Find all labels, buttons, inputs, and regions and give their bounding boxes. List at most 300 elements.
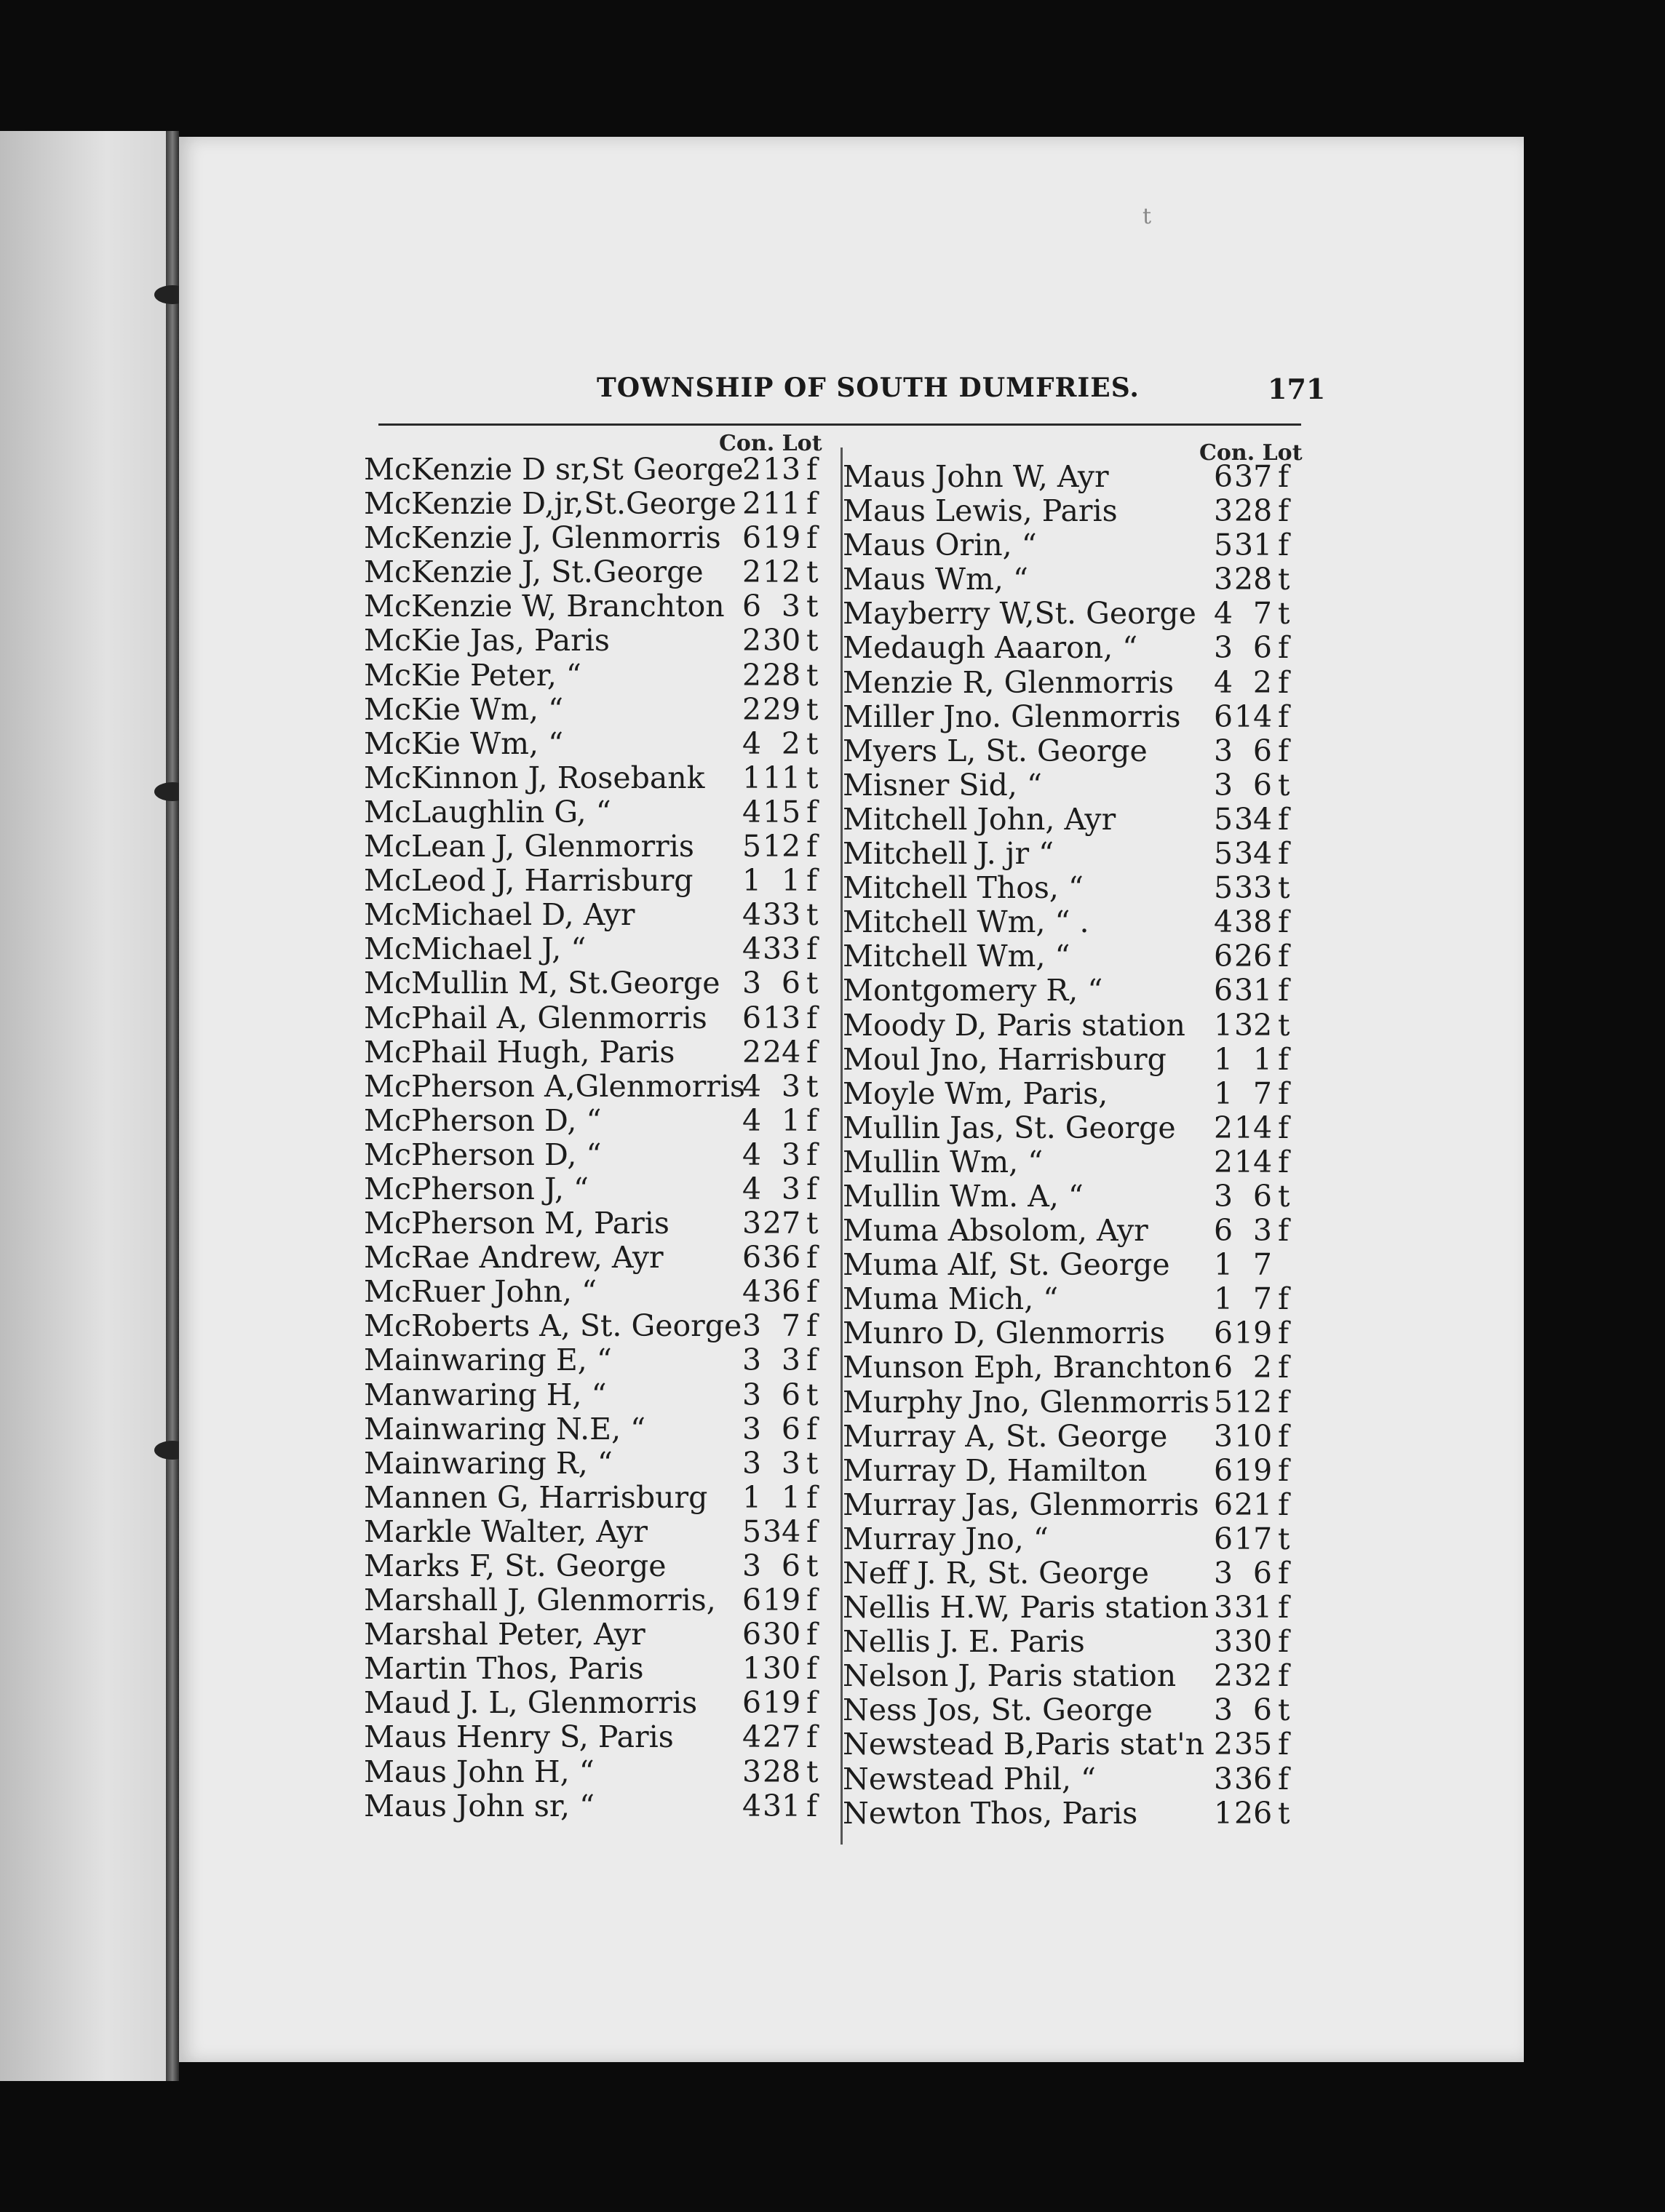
entry-concession: 1	[742, 1651, 762, 1687]
entry-concession: 4	[1214, 664, 1233, 700]
entry-name: Nelson J, Paris station	[843, 1658, 1177, 1694]
entry-concession: 5	[742, 829, 762, 864]
entry-lot: 1	[781, 1479, 800, 1515]
entry-concession: 4	[742, 897, 762, 933]
entry-lot: 19	[763, 1685, 801, 1721]
entry-tag: f	[1278, 493, 1290, 529]
entry-name: Neff J. R, St. George	[843, 1556, 1149, 1591]
entry-name: McRoberts A, St. George	[364, 1308, 742, 1344]
entry-name: McMullin M, St.George	[364, 966, 720, 1001]
entry-concession: 6	[1214, 1452, 1233, 1488]
entry-lot: 30	[763, 1617, 801, 1652]
entry-concession: 4	[742, 1719, 762, 1755]
entry-concession: 2	[742, 1034, 762, 1070]
entry-name: Mainwaring E, “	[364, 1342, 612, 1378]
entry-name: Maus John W, Ayr	[843, 459, 1109, 494]
entry-name: Newstead Phil, “	[843, 1761, 1096, 1797]
entry-lot: 31	[1234, 1590, 1273, 1626]
directory-entry	[843, 1282, 1308, 1316]
entry-lot: 29	[763, 691, 801, 727]
entry-tag: t	[806, 589, 819, 624]
entry-name: McPherson D, “	[364, 1102, 602, 1138]
entry-concession: 3	[742, 1411, 762, 1447]
entry-concession: 4	[742, 1788, 762, 1823]
entry-concession: 4	[742, 725, 762, 761]
entry-concession: 2	[1214, 1727, 1233, 1762]
entry-tag: f	[806, 1583, 818, 1618]
entry-name: Maus Lewis, Paris	[843, 493, 1118, 529]
entry-lot: 1	[781, 863, 800, 899]
entry-tag: f	[1278, 1110, 1290, 1145]
entry-lot: 3	[1252, 1213, 1272, 1249]
entry-concession: 3	[1214, 630, 1233, 666]
entry-name: Muma Absolom, Ayr	[843, 1213, 1148, 1249]
entry-name: McKenzie D,jr,St.George	[364, 486, 736, 522]
entry-lot: 6	[1252, 1178, 1272, 1214]
directory-entry	[843, 974, 1308, 1008]
entry-concession: 3	[742, 1206, 762, 1241]
directory-entry	[843, 905, 1308, 939]
right-directory-column	[843, 460, 1308, 1831]
entry-concession: 4	[742, 931, 762, 967]
entry-name: Mullin Wm. A, “	[843, 1178, 1084, 1214]
entry-concession: 4	[742, 1274, 762, 1310]
entry-name: Nellis J. E. Paris	[843, 1624, 1085, 1660]
entry-tag: f	[806, 1274, 818, 1310]
directory-entry	[843, 1316, 1308, 1350]
entry-lot: 17	[1234, 1521, 1273, 1556]
entry-lot: 7	[1252, 1075, 1272, 1111]
entry-concession: 2	[742, 657, 762, 693]
entry-name: McLaughlin G, “	[364, 794, 611, 830]
entry-name: Menzie R, Glenmorris	[843, 664, 1175, 700]
directory-entry	[364, 1515, 830, 1549]
entry-tag: t	[806, 1206, 819, 1241]
entry-name: Moody D, Paris station	[843, 1007, 1185, 1043]
directory-entry	[364, 1549, 830, 1583]
directory-entry	[843, 1797, 1308, 1831]
entry-concession: 4	[742, 1068, 762, 1104]
directory-entry	[843, 734, 1308, 768]
entry-lot: 36	[763, 1274, 801, 1310]
directory-entry	[843, 1420, 1308, 1454]
entry-tag: t	[1278, 1007, 1290, 1043]
entry-lot: 33	[763, 897, 801, 933]
entry-lot: 7	[1252, 596, 1272, 632]
entry-name: Maus John H, “	[364, 1754, 595, 1789]
directory-entry	[843, 1145, 1308, 1179]
entry-lot: 37	[1234, 459, 1273, 494]
entry-concession: 3	[1214, 1624, 1233, 1660]
entry-lot: 6	[1252, 630, 1272, 666]
directory-entry	[364, 1481, 830, 1515]
directory-entry	[843, 837, 1308, 871]
directory-entry	[843, 1762, 1308, 1797]
entry-tag: f	[1278, 1590, 1290, 1626]
entry-tag: f	[1278, 1624, 1290, 1660]
entry-name: Montgomery R, “	[843, 973, 1103, 1008]
entry-lot: 27	[763, 1206, 801, 1241]
entry-lot: 38	[1234, 904, 1273, 940]
entry-tag: f	[1278, 904, 1290, 940]
entry-name: Maus Wm, “	[843, 562, 1028, 597]
facing-page-edge	[0, 131, 178, 2081]
entry-concession: 1	[742, 1479, 762, 1515]
entry-tag: f	[1278, 1075, 1290, 1111]
entry-concession: 1	[1214, 1281, 1233, 1317]
entry-lot: 3	[781, 1068, 800, 1104]
entry-name: Medaugh Aaaron, “	[843, 630, 1138, 666]
directory-entry	[843, 700, 1308, 734]
directory-entry	[364, 932, 830, 966]
entry-tag: f	[806, 1137, 818, 1172]
directory-entry	[364, 966, 830, 1000]
directory-entry	[843, 1556, 1308, 1591]
entry-lot: 33	[763, 931, 801, 967]
entry-concession: 6	[1214, 1521, 1233, 1556]
directory-entry	[364, 1001, 830, 1035]
entry-tag: f	[806, 1685, 818, 1721]
entry-lot: 12	[763, 829, 801, 864]
entry-tag: f	[806, 1788, 818, 1823]
entry-concession: 6	[742, 1000, 762, 1035]
directory-entry	[364, 1275, 830, 1309]
entry-tag: f	[1278, 1418, 1290, 1454]
entry-tag: f	[1278, 1658, 1290, 1694]
entry-tag: f	[806, 1171, 818, 1206]
directory-entry	[364, 1652, 830, 1686]
entry-concession: 1	[1214, 1795, 1233, 1831]
entry-lot: 13	[763, 1000, 801, 1035]
entry-tag: f	[1278, 664, 1290, 700]
directory-entry	[843, 1179, 1308, 1214]
entry-lot: 33	[1234, 870, 1273, 906]
entry-name: McPhail A, Glenmorris	[364, 1000, 707, 1035]
directory-entry	[364, 830, 830, 864]
entry-lot: 6	[781, 1377, 800, 1412]
entry-lot: 19	[763, 1583, 801, 1618]
entry-concession: 2	[742, 691, 762, 727]
entry-concession: 5	[1214, 801, 1233, 837]
directory-entry	[843, 1727, 1308, 1762]
page-number: 171	[1268, 373, 1326, 405]
entry-lot: 28	[1234, 562, 1273, 597]
entry-name: McRuer John, “	[364, 1274, 597, 1310]
entry-lot: 1	[781, 1102, 800, 1138]
entry-tag: f	[1278, 1350, 1290, 1385]
entry-name: Nellis H.W, Paris station	[843, 1590, 1209, 1626]
entry-concession: 3	[1214, 562, 1233, 597]
entry-tag: t	[806, 657, 819, 693]
entry-lot: 32	[1234, 1007, 1273, 1043]
entry-lot: 19	[1234, 1452, 1273, 1488]
entry-tag: t	[1278, 1692, 1290, 1728]
directory-entry	[364, 659, 830, 693]
entry-tag: f	[806, 1411, 818, 1447]
directory-entry	[364, 1070, 830, 1104]
entry-name: McPherson D, “	[364, 1137, 602, 1172]
entry-name: Moyle Wm, Paris,	[843, 1075, 1108, 1111]
entry-concession: 3	[1214, 1692, 1233, 1728]
entry-tag: f	[1278, 1727, 1290, 1762]
entry-name: Maud J. L, Glenmorris	[364, 1685, 698, 1721]
entry-concession: 1	[1214, 1075, 1233, 1111]
entry-tag: f	[806, 1651, 818, 1687]
entry-concession: 3	[1214, 1556, 1233, 1591]
entry-lot: 30	[1234, 1624, 1273, 1660]
entry-concession: 6	[742, 1617, 762, 1652]
entry-tag: f	[1278, 733, 1290, 768]
directory-entry	[364, 1412, 830, 1447]
entry-lot: 31	[1234, 973, 1273, 1008]
entry-lot: 36	[1234, 1761, 1273, 1797]
entry-lot: 19	[763, 520, 801, 556]
entry-tag: f	[806, 1102, 818, 1138]
directory-entry	[843, 1454, 1308, 1488]
entry-tag: t	[1278, 596, 1290, 632]
entry-tag: f	[806, 1034, 818, 1070]
entry-lot: 34	[1234, 836, 1273, 872]
directory-entry	[364, 1447, 830, 1481]
entry-tag: f	[1278, 630, 1290, 666]
entry-lot: 15	[763, 794, 801, 830]
entry-tag: f	[806, 1308, 818, 1344]
entry-concession: 6	[1214, 1487, 1233, 1522]
directory-entry	[843, 1659, 1308, 1693]
entry-name: Myers L, St. George	[843, 733, 1148, 768]
directory-entry	[364, 1618, 830, 1652]
entry-lot: 13	[763, 452, 801, 487]
entry-tag: f	[806, 1617, 818, 1652]
entry-name: Marshall J, Glenmorris,	[364, 1583, 716, 1618]
right-column-heading: Con. Lot	[1199, 440, 1303, 466]
entry-lot: 6	[1252, 1692, 1272, 1728]
entry-name: McPhail Hugh, Paris	[364, 1034, 675, 1070]
entry-name: Marshal Peter, Ayr	[364, 1617, 645, 1652]
entry-concession: 6	[1214, 459, 1233, 494]
directory-entry	[843, 1591, 1308, 1625]
directory-entry	[364, 1172, 830, 1206]
directory-entry	[843, 460, 1308, 494]
directory-entry	[364, 864, 830, 898]
entry-lot: 6	[781, 966, 800, 1001]
directory-entry	[843, 939, 1308, 974]
directory-entry	[364, 1720, 830, 1754]
entry-concession: 4	[742, 794, 762, 830]
entry-concession: 2	[742, 554, 762, 590]
entry-tag: f	[1278, 1487, 1290, 1522]
entry-tag: f	[1278, 1384, 1290, 1420]
entry-name: Misner Sid, “	[843, 767, 1042, 803]
entry-tag: t	[806, 1445, 819, 1481]
directory-entry	[843, 1488, 1308, 1522]
entry-name: Miller Jno. Glenmorris	[843, 699, 1181, 734]
entry-concession: 3	[1214, 1761, 1233, 1797]
entry-lot: 6	[1252, 733, 1272, 768]
entry-lot: 6	[1252, 1556, 1272, 1591]
directory-entry	[843, 562, 1308, 597]
directory-entry	[843, 631, 1308, 665]
directory-entry	[843, 871, 1308, 905]
entry-name: McKenzie J, Glenmorris	[364, 520, 721, 556]
entry-tag: f	[1278, 1556, 1290, 1591]
entry-lot: 3	[781, 1137, 800, 1172]
entry-name: Markle Walter, Ayr	[364, 1513, 648, 1549]
entry-name: Maus John sr, “	[364, 1788, 595, 1823]
left-column-heading: Con. Lot	[719, 431, 822, 456]
entry-concession: 6	[742, 1583, 762, 1618]
entry-tag: f	[806, 1000, 818, 1035]
entry-tag: f	[806, 1240, 818, 1276]
entry-concession: 6	[742, 1685, 762, 1721]
entry-concession: 3	[742, 1342, 762, 1378]
entry-tag: f	[1278, 1452, 1290, 1488]
entry-name: Mitchell John, Ayr	[843, 801, 1116, 837]
entry-tag: t	[806, 897, 819, 933]
entry-name: McKie Jas, Paris	[364, 623, 610, 659]
entry-tag: f	[806, 794, 818, 830]
entry-name: McPherson M, Paris	[364, 1206, 669, 1241]
entry-name: Newton Thos, Paris	[843, 1795, 1138, 1831]
directory-entry	[843, 528, 1308, 562]
entry-name: Munro D, Glenmorris	[843, 1316, 1166, 1351]
entry-concession: 4	[1214, 904, 1233, 940]
entry-tag: t	[806, 691, 819, 727]
entry-name: Murray D, Hamilton	[843, 1452, 1148, 1488]
entry-concession: 3	[742, 1445, 762, 1481]
entry-concession: 6	[742, 1240, 762, 1276]
entry-concession: 3	[1214, 733, 1233, 768]
entry-lot: 26	[1234, 939, 1273, 974]
entry-concession: 2	[1214, 1110, 1233, 1145]
entry-tag: t	[1278, 870, 1290, 906]
entry-lot: 7	[781, 1308, 800, 1344]
entry-concession: 2	[742, 623, 762, 659]
entry-tag: t	[806, 1377, 819, 1412]
entry-tag: t	[806, 760, 819, 795]
entry-tag: t	[806, 623, 819, 659]
entry-name: Munson Eph, Branchton	[843, 1350, 1212, 1385]
entry-tag: f	[1278, 1761, 1290, 1797]
entry-name: Mainwaring R, “	[364, 1445, 613, 1481]
directory-entry	[843, 1111, 1308, 1145]
entry-name: Marks F, St. George	[364, 1548, 667, 1583]
entry-tag: t	[806, 966, 819, 1001]
entry-lot: 3	[781, 589, 800, 624]
entry-name: Murphy Jno, Glenmorris	[843, 1384, 1209, 1420]
entry-tag: f	[806, 829, 818, 864]
entry-name: Maus Henry S, Paris	[364, 1719, 674, 1755]
directory-entry	[364, 1241, 830, 1275]
entry-lot: 11	[763, 760, 801, 795]
entry-concession: 5	[1214, 836, 1233, 872]
entry-concession: 5	[1214, 870, 1233, 906]
entry-concession: 4	[742, 1171, 762, 1206]
entry-concession: 2	[1214, 1144, 1233, 1179]
entry-concession: 3	[742, 1308, 762, 1344]
entry-concession: 5	[742, 1513, 762, 1549]
entry-tag: t	[1278, 1795, 1290, 1831]
page-title: TOWNSHIP OF SOUTH DUMFRIES.	[597, 373, 1140, 403]
entry-lot: 32	[1234, 1658, 1273, 1694]
entry-lot: 30	[763, 623, 801, 659]
entry-lot: 24	[763, 1034, 801, 1070]
entry-name: McKenzie W, Branchton	[364, 589, 725, 624]
entry-concession: 3	[742, 1754, 762, 1789]
entry-lot: 31	[763, 1788, 801, 1823]
entry-tag: f	[1278, 836, 1290, 872]
entry-tag: f	[806, 486, 818, 522]
entry-lot: 7	[1252, 1281, 1272, 1317]
entry-lot: 6	[781, 1411, 800, 1447]
book-binding	[166, 131, 179, 2081]
entry-name: Mitchell J. jr “	[843, 836, 1054, 872]
entry-concession: 3	[742, 1548, 762, 1583]
directory-entry	[364, 727, 830, 761]
directory-entry	[364, 1686, 830, 1720]
entry-lot: 26	[1234, 1795, 1273, 1831]
entry-lot: 31	[1234, 528, 1273, 563]
entry-name: Ness Jos, St. George	[843, 1692, 1153, 1728]
entry-tag: f	[1278, 1213, 1290, 1249]
entry-name: Newstead B,Paris stat'n	[843, 1727, 1204, 1762]
entry-tag: t	[806, 1754, 819, 1789]
entry-tag: f	[1278, 973, 1290, 1008]
entry-lot: 14	[1234, 699, 1273, 734]
entry-lot: 12	[1234, 1384, 1273, 1420]
entry-name: McKie Peter, “	[364, 657, 581, 693]
entry-name: McLean J, Glenmorris	[364, 829, 694, 864]
entry-tag: t	[1278, 562, 1290, 597]
directory-entry	[364, 1755, 830, 1789]
entry-concession: 2	[742, 486, 762, 522]
entry-tag: f	[806, 1342, 818, 1378]
entry-lot: 2	[1252, 1350, 1272, 1385]
entry-lot: 6	[1252, 767, 1272, 803]
entry-concession: 4	[1214, 596, 1233, 632]
entry-concession: 6	[1214, 939, 1233, 974]
entry-tag: f	[1278, 939, 1290, 974]
directory-entry	[364, 1343, 830, 1377]
directory-entry	[364, 487, 830, 521]
entry-tag: f	[1278, 528, 1290, 563]
left-directory-column	[364, 453, 830, 1823]
directory-entry	[843, 1350, 1308, 1385]
entry-tag: f	[1278, 459, 1290, 494]
entry-lot: 11	[763, 486, 801, 522]
entry-lot: 30	[763, 1651, 801, 1687]
directory-entry	[364, 1138, 830, 1172]
entry-concession: 3	[1214, 1178, 1233, 1214]
entry-concession: 6	[1214, 1213, 1233, 1249]
entry-concession: 3	[1214, 767, 1233, 803]
entry-lot: 2	[1252, 664, 1272, 700]
entry-name: McLeod J, Harrisburg	[364, 863, 694, 899]
entry-lot: 19	[1234, 1316, 1273, 1351]
entry-tag: f	[806, 1513, 818, 1549]
directory-entry	[843, 1522, 1308, 1556]
entry-name: Murray A, St. George	[843, 1418, 1168, 1454]
entry-concession: 3	[1214, 1418, 1233, 1454]
entry-lot: 1	[1252, 1041, 1272, 1077]
entry-tag: f	[1278, 1281, 1290, 1317]
entry-name: Murray Jno, “	[843, 1521, 1049, 1556]
entry-tag: t	[806, 1068, 819, 1104]
entry-concession: 5	[1214, 528, 1233, 563]
entry-concession: 1	[1214, 1041, 1233, 1077]
directory-entry	[843, 597, 1308, 631]
entry-name: Mullin Wm, “	[843, 1144, 1044, 1179]
